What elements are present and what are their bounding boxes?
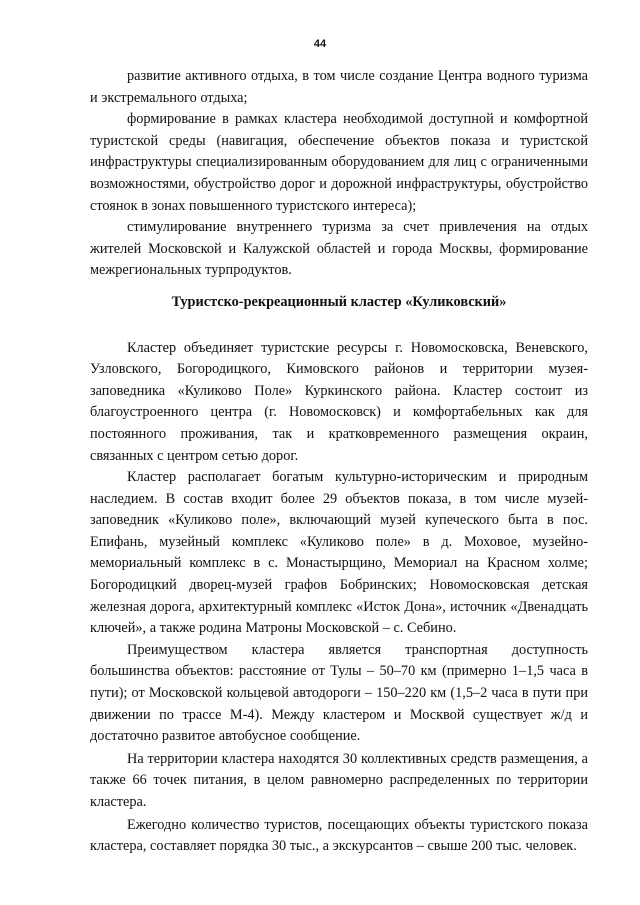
paragraph-accommodation: На территории кластера находятся 30 коллективных средств размещения, а также 66 точек питания, в целом равномерно распределенных по территории кластера. — [90, 750, 588, 810]
paragraph-cluster-composition: Кластер объединяет туристские ресурсы г. Новомосковска, Веневского, Узловского, Богородицкого, Кимовского районов и территории музея-заповедника «Куликово Поле» Куркинского района. Кластер состоит из благоустроенного центра (г. Новомосковск) и комфортабельных как для постоянного проживания, так и кратковременного размещения окраин, связанных с центром сетью дорог. — [90, 339, 588, 464]
section-heading: Туристско-рекреационный кластер «Куликовский» — [171, 293, 507, 310]
paragraph-transport-access: Преимуществом кластера является транспортная доступность большинства объектов: расстояние от Тулы – 50–70 км (примерно 1–1,5 часа в пути); от Московской кольцевой автодороги – 150–220 км (1,5–2 часа в пути при движении по трассе М-4). Между кластером и Москвой существует ж/д и достаточно развитое автобусное сообщение. — [90, 641, 588, 745]
paragraph-accessible-environment: формирование в рамках кластера необходимой доступной и комфортной туристской среды (навигация, обеспечение объектов показа и туристской инфраструктуры специализированным оборудованием для лиц с ограниченными возможностями, обустройство дорог и дорожной инфраструктуры, обустройство стоянок в зонах повышенного туристского интереса); — [90, 111, 588, 214]
page-number: 44 — [313, 38, 327, 50]
paragraph-domestic-tourism: стимулирование внутреннего туризма за счет привлечения на отдых жителей Московской и Калужской областей и города Москвы, формирование межрегиональных турпродуктов. — [90, 219, 588, 279]
paragraph-cultural-heritage: Кластер располагает богатым культурно-историческим и природным наследием. В состав входит более 29 объектов показа, в том числе музей-заповедник «Куликово поле», включающий музей купеческого быта в пос. Епифань, музейный комплекс «Куликово поле» в д. Моховое, музейно-мемориальный комплекс в с. Монастырщино, Мемориал на Красном холме; Богородицкий дворец-музей графов Бобринских; Новомосковская детская железная дорога, архитектурный комплекс «Исток Дона», источник «Двенадцать ключей», а также родина Матроны Московской – с. Себино. — [90, 469, 588, 637]
paragraph-visitor-numbers: Ежегодно количество туристов, посещающих объекты туристского показа кластера, составляет порядка 30 тыс., а экскурсантов – свыше 200 тыс. человек. — [90, 816, 588, 855]
document-body — [90, 66, 588, 858]
paragraph-active-recreation: развитие активного отдыха, в том числе создание Центра водного туризма и экстремального отдыха; — [90, 68, 588, 106]
